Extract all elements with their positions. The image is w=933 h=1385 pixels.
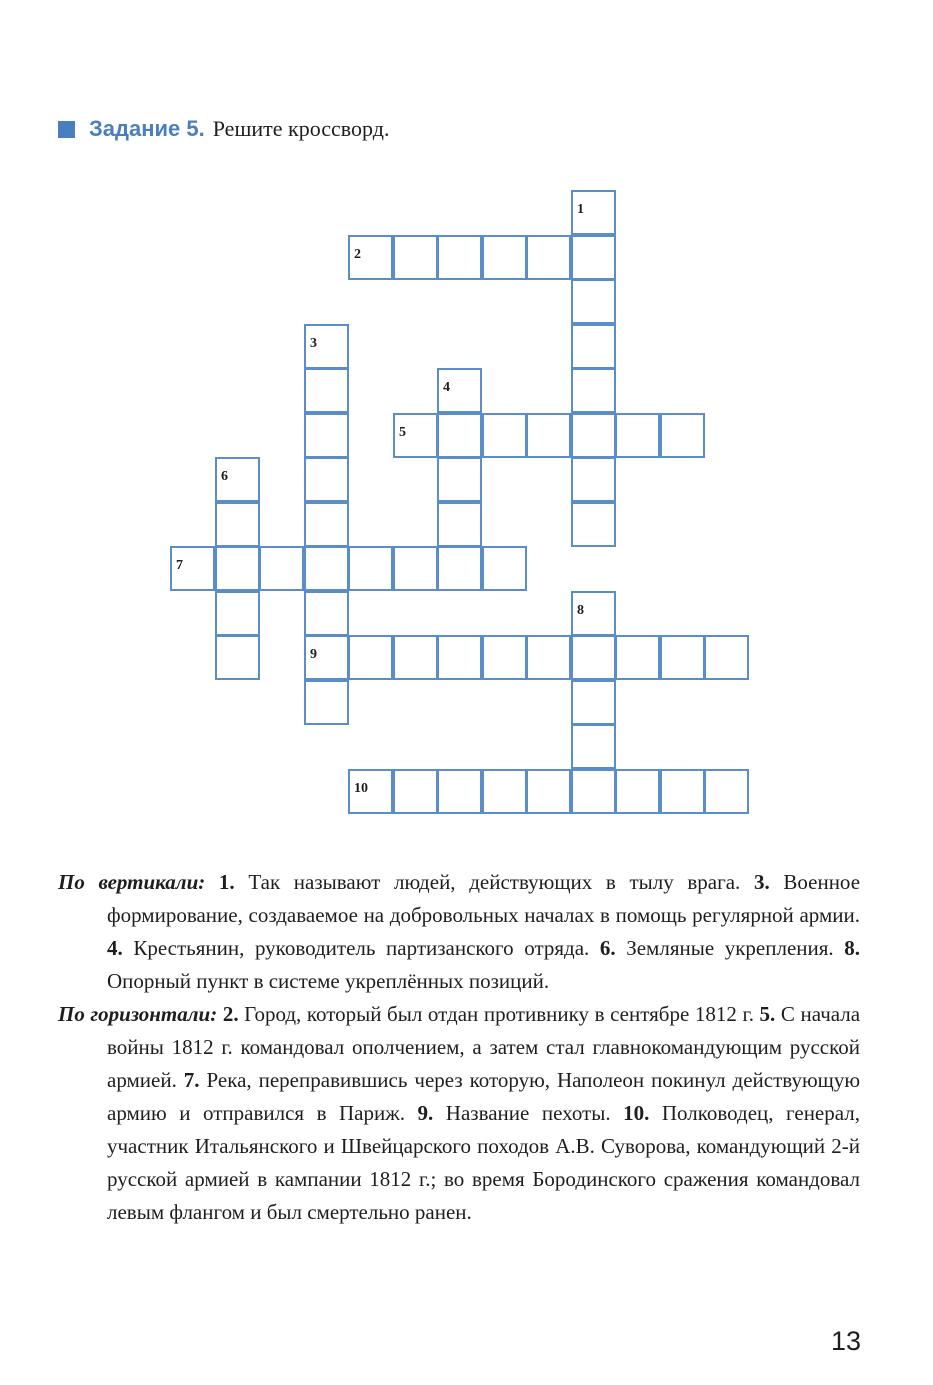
crossword-cell[interactable] (660, 635, 705, 680)
task-header (58, 116, 389, 142)
crossword-cell[interactable] (615, 769, 660, 814)
clue-text: Военное формирование, создаваемое на добровольных началах в помощь регулярной армии. (107, 870, 861, 927)
crossword-cell[interactable] (571, 324, 616, 369)
clue-number: 1. (218, 870, 235, 894)
crossword-cell[interactable] (215, 546, 260, 591)
crossword-cell[interactable] (215, 502, 260, 547)
clues-section (58, 866, 860, 1229)
crossword-cell[interactable] (571, 724, 616, 769)
clue-text: Полководец, генерал, участник Итальянского и Швейцарского походов А.В. Суворова, командующий 2-й русской армией в кампании 1812 г.; во время Бородинского сражения командовал левым флангом и был смертельно ранен. (107, 1101, 860, 1224)
crossword-cell[interactable] (615, 413, 660, 458)
crossword-cell[interactable] (393, 413, 438, 458)
clue-text: Река, переправившись через которую, Наполеон покинул действующую армию и отправился в Париж. (107, 1068, 861, 1125)
crossword-cell[interactable] (348, 769, 393, 814)
crossword-cell[interactable] (571, 591, 616, 636)
crossword-clue-number: 6 (221, 469, 228, 484)
crossword-cell[interactable] (437, 502, 482, 547)
crossword-cell[interactable] (393, 546, 438, 591)
crossword-cell[interactable] (304, 546, 349, 591)
crossword-cell[interactable] (393, 235, 438, 280)
crossword-cell[interactable] (393, 769, 438, 814)
crossword-cell[interactable] (304, 368, 349, 413)
crossword-cell[interactable] (348, 235, 393, 280)
clue-number: 2. (222, 1002, 239, 1026)
crossword-cell[interactable] (437, 769, 482, 814)
crossword-cell[interactable] (526, 235, 571, 280)
crossword-clue-number: 8 (577, 603, 584, 618)
crossword-clue-number: 4 (443, 380, 450, 395)
crossword-cell[interactable] (304, 324, 349, 369)
task-label: Задание 5. (89, 116, 205, 141)
crossword-cell[interactable] (304, 635, 349, 680)
crossword-cell[interactable] (526, 413, 571, 458)
crossword-cell[interactable] (437, 368, 482, 413)
crossword-cell[interactable] (482, 413, 527, 458)
crossword-clue-number: 9 (310, 647, 317, 662)
crossword-cell[interactable] (437, 413, 482, 458)
crossword-cell[interactable] (571, 769, 616, 814)
crossword-cell[interactable] (437, 635, 482, 680)
crossword-cell[interactable] (393, 635, 438, 680)
crossword-clue-number: 2 (354, 247, 361, 262)
crossword-cell[interactable] (482, 546, 527, 591)
clues-vertical-label: По вертикали: (58, 870, 206, 894)
clue-number: 4. (107, 936, 123, 960)
crossword-cell[interactable] (660, 413, 705, 458)
crossword-clue-number: 1 (577, 202, 584, 217)
crossword-cell[interactable] (571, 368, 616, 413)
crossword-cell[interactable] (215, 635, 260, 680)
crossword-cell[interactable] (482, 769, 527, 814)
crossword-cell[interactable] (304, 502, 349, 547)
crossword-cell[interactable] (170, 546, 215, 591)
crossword-cell[interactable] (348, 635, 393, 680)
crossword-cell[interactable] (304, 591, 349, 636)
crossword-cell[interactable] (704, 769, 749, 814)
crossword-clue-number: 10 (354, 781, 368, 796)
crossword-cell[interactable] (215, 457, 260, 502)
clue-number: 5. (759, 1002, 776, 1026)
crossword-clue-number: 7 (176, 558, 183, 573)
clue-text: Опорный пункт в системе укреплённых позиций. (107, 969, 550, 993)
crossword-cell[interactable] (304, 457, 349, 502)
page-number: 13 (830, 1326, 861, 1356)
clue-text: Город, который был отдан противнику в сентябре 1812 г. (244, 1002, 754, 1026)
crossword-cell[interactable] (259, 546, 304, 591)
crossword-clue-number: 5 (399, 425, 406, 440)
crossword-cell[interactable] (482, 235, 527, 280)
crossword-cell[interactable] (571, 235, 616, 280)
clue-number: 10. (623, 1101, 650, 1125)
clue-number: 6. (599, 936, 616, 960)
clue-text: Так называют людей, действующих в тылу врага. (248, 870, 741, 894)
crossword-cell[interactable] (215, 591, 260, 636)
clue-number: 9. (417, 1101, 434, 1125)
crossword-cell[interactable] (304, 413, 349, 458)
crossword-cell[interactable] (437, 235, 482, 280)
clue-number: 3. (753, 870, 770, 894)
clue-number: 7. (183, 1068, 200, 1092)
crossword-cell[interactable] (571, 457, 616, 502)
crossword-cell[interactable] (571, 413, 616, 458)
clue-text: Крестьянин, руководитель партизанского отряда. (133, 936, 590, 960)
clue-text: С начала войны 1812 г. командовал ополчением, а затем стал главнокомандующим русской армией. (107, 1002, 861, 1092)
crossword-cell[interactable] (571, 635, 616, 680)
clues-horizontal (58, 998, 860, 1229)
crossword-cell[interactable] (437, 457, 482, 502)
crossword-cell[interactable] (437, 546, 482, 591)
crossword-cell[interactable] (571, 502, 616, 547)
square-bullet-icon (58, 121, 75, 138)
crossword-cell[interactable] (348, 546, 393, 591)
clue-number: 8. (844, 936, 860, 960)
clue-text: Земляные укрепления. (626, 936, 834, 960)
crossword-cell[interactable] (571, 190, 616, 235)
crossword-cell[interactable] (571, 279, 616, 324)
crossword-cell[interactable] (304, 680, 349, 725)
crossword-cell[interactable] (526, 769, 571, 814)
crossword-cell[interactable] (615, 635, 660, 680)
crossword-clue-number: 3 (310, 336, 317, 351)
crossword-cell[interactable] (482, 635, 527, 680)
task-instruction: Решите кроссворд. (212, 116, 390, 141)
crossword-cell[interactable] (704, 635, 749, 680)
clue-text: Название пехоты. (445, 1101, 611, 1125)
clues-vertical (58, 866, 860, 998)
clues-horizontal-label: По горизонтали: (58, 1002, 218, 1026)
crossword-cell[interactable] (571, 680, 616, 725)
crossword-cell[interactable] (526, 635, 571, 680)
crossword-cell[interactable] (660, 769, 705, 814)
